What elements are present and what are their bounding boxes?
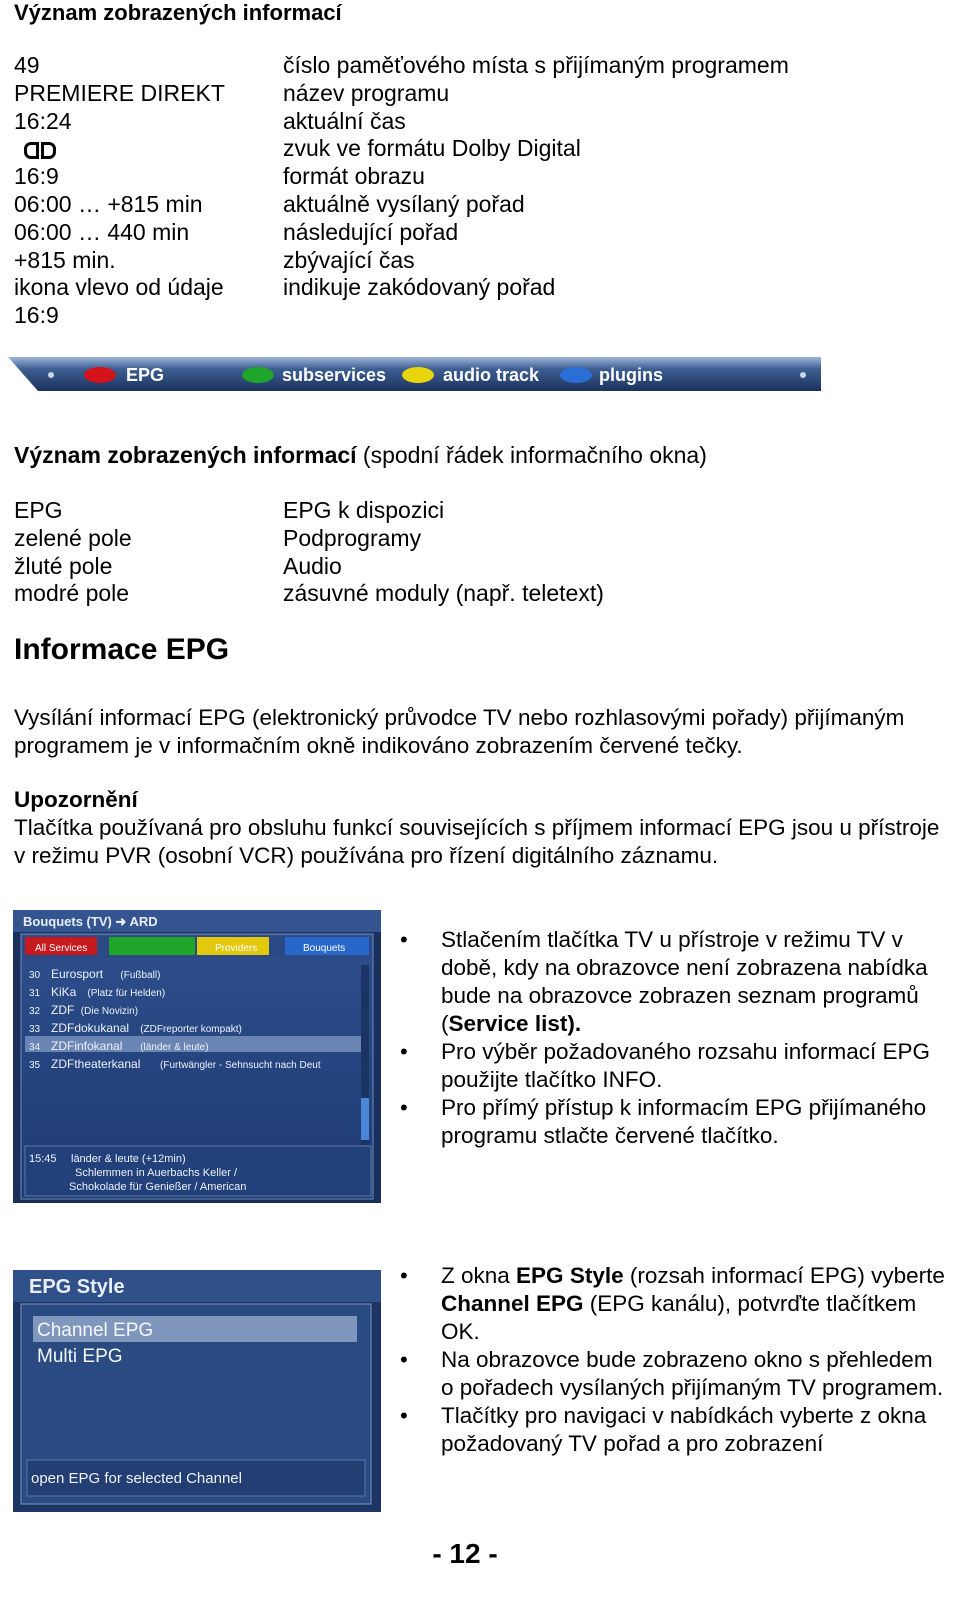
bullet-bold-text: Channel EPG	[441, 1291, 584, 1316]
svg-text:All Services: All Services	[35, 943, 88, 954]
tvbar-plugins-key-icon	[560, 367, 592, 383]
legend-table-1	[0, 52, 940, 332]
epg-style-item-multi: Multi EPG	[37, 1346, 123, 1367]
heading-meaning-bottom-line	[14, 442, 707, 469]
svg-text:Providers: Providers	[215, 943, 258, 954]
bullet-text: (EPG kanálu), potvrďte tlačítkem OK.	[441, 1291, 917, 1344]
service-list-screenshot	[13, 910, 381, 1203]
legend-table-2	[0, 497, 940, 612]
channel-number: 30	[29, 970, 41, 981]
legend-value: Audio	[283, 552, 342, 579]
legend-value: číslo paměťového místa s přijímaným programem	[283, 52, 789, 78]
bar-left-dot-icon	[48, 372, 54, 378]
bullet-text: Stlačením tlačítka TV u přístroje v režimu TV v době, kdy na obrazovce není zobrazena nabídka bude na obrazovce zobrazen seznam programů (	[441, 927, 928, 1036]
bullet-item	[400, 926, 948, 1038]
channel-name: Eurosport	[51, 967, 104, 981]
warning-title: Upozornění	[14, 787, 138, 812]
svg-text:länder & leute (+12min): länder & leute (+12min)	[71, 1153, 186, 1165]
bullet-item	[400, 1402, 948, 1458]
legend-value: formát obrazu	[283, 163, 425, 190]
channel-name: KiKa	[51, 985, 77, 999]
epg-style-item-channel: Channel EPG	[37, 1320, 154, 1341]
dolby-digital-icon	[24, 142, 56, 159]
heading-meaning-bold: Význam zobrazených informací	[14, 442, 357, 468]
channel-number: 35	[29, 1060, 41, 1071]
warning-block	[14, 786, 949, 870]
tv-info-bar	[8, 357, 821, 391]
bullet-text: Pro výběr požadovaného rozsahu informací EPG použijte tlačítko INFO.	[441, 1039, 931, 1092]
legend-key: +815 min.	[14, 246, 116, 273]
legend-key: zelené pole	[14, 524, 132, 551]
bullet-text: (rozsah informací EPG) vyberte	[623, 1263, 945, 1288]
epg-style-title: EPG Style	[29, 1276, 125, 1298]
legend-value: EPG k dispozici	[283, 497, 445, 523]
epg-style-screenshot	[13, 1270, 381, 1512]
legend-key: 06:00 … +815 min	[14, 191, 203, 217]
channel-number: 34	[29, 1042, 41, 1053]
tvbar-audio-track-key-icon	[402, 367, 434, 383]
heading-meaning: Význam zobrazených informací	[14, 0, 342, 25]
tvbar-audio-track-label: audio track	[443, 365, 540, 385]
scrollbar-thumb	[361, 1098, 369, 1140]
channel-number: 32	[29, 1006, 41, 1017]
legend-key: PREMIERE DIREKT	[14, 79, 225, 106]
tvbar-epg-key-icon	[84, 367, 116, 383]
bullet-text: Z okna	[441, 1263, 517, 1288]
bullet-text: Na obrazovce bude zobrazeno okno s přehledem o pořadech vysílaných přijímaným TV programem.	[441, 1347, 944, 1400]
legend-value: aktuálně vysílaný pořad	[283, 191, 525, 217]
legend-value: následující pořad	[283, 218, 459, 245]
legend-value: Podprogramy	[283, 524, 422, 551]
tvbar-epg-label: EPG	[126, 365, 165, 385]
heading-meaning-rest: (spodní řádek informačního okna)	[356, 442, 707, 468]
svg-text:Schokolade für Genießer / Amer: Schokolade für Genießer / American	[69, 1181, 247, 1193]
tvbar-subservices-key-icon	[242, 367, 274, 383]
page-number: - 12 -	[432, 1538, 498, 1569]
paragraph-epg-broadcast: Vysílání informací EPG (elektronický průvodce TV nebo rozhlasovými pořady) přijímaným programem je v informačním okně indikováno zobrazením červené tečky.	[14, 705, 905, 758]
channel-info: (Furtwängler - Sehnsucht nach Deut	[160, 1060, 321, 1071]
legend-value: aktuální čas	[283, 107, 406, 134]
warning-text: Tlačítka používaná pro obsluhu funkcí souvisejících s příjmem informací EPG jsou u přístroje v režimu PVR (osobní VCR) používána pro řízení digitálního záznamu.	[14, 815, 940, 868]
legend-key: 16:24	[14, 107, 72, 134]
bullet-list-1	[400, 926, 948, 1150]
bullet-item	[400, 1346, 948, 1402]
channel-name: ZDF	[51, 1003, 75, 1017]
channel-info: (länder & leute)	[140, 1042, 209, 1053]
legend-key: 16:9	[14, 163, 59, 190]
legend-key: ikona vlevo od údaje	[14, 274, 224, 301]
svg-text:Bouquets: Bouquets	[303, 943, 346, 954]
service-list-title: Bouquets (TV) ➜ ARD	[23, 914, 158, 929]
bullet-text: Tlačítky pro navigaci v nabídkách vyberte z okna požadovaný TV pořad a pro zobrazení	[441, 1403, 927, 1456]
bullet-list-2	[400, 1262, 948, 1458]
channel-name: ZDFtheaterkanal	[51, 1057, 141, 1071]
bullet-bold-text: EPG Style	[516, 1263, 624, 1288]
bullet-bold-text: Service list).	[448, 1011, 582, 1036]
heading-epg-info: Informace EPG	[14, 633, 230, 666]
legend-key: EPG	[14, 497, 63, 523]
legend-value: název programu	[283, 79, 450, 106]
tvbar-plugins-label: plugins	[599, 365, 663, 385]
channel-name: ZDFdokukanal	[51, 1021, 130, 1035]
svg-text:Schlemmen in Auerbachs Keller: Schlemmen in Auerbachs Keller /	[75, 1167, 238, 1179]
legend-value: zvuk ve formátu Dolby Digital	[283, 135, 581, 162]
svg-text:15:45: 15:45	[29, 1153, 57, 1165]
channel-name: ZDFinfokanal	[51, 1039, 123, 1053]
epg-style-footer: open EPG for selected Channel	[31, 1470, 242, 1487]
bullet-item	[400, 1094, 948, 1150]
legend-key: 16:9	[14, 302, 59, 329]
channel-info: (ZDFreporter kompakt)	[140, 1024, 242, 1035]
bullet-item	[400, 1038, 948, 1094]
legend-value: zásuvné moduly (např. teletext)	[283, 580, 604, 607]
channel-info: (Die Novizin)	[80, 1006, 139, 1017]
bullet-item	[400, 1262, 948, 1346]
bullet-text: Pro přímý přístup k informacím EPG přijímaného programu stlačte červené tlačítko.	[441, 1095, 927, 1148]
channel-info: (Fußball)	[120, 970, 161, 981]
bar-right-dot-icon	[800, 372, 806, 378]
legend-key: 49	[14, 52, 40, 78]
legend-key: modré pole	[14, 580, 130, 607]
legend-key	[14, 135, 56, 163]
channel-number: 33	[29, 1024, 41, 1035]
tvbar-subservices-label: subservices	[282, 365, 387, 385]
legend-value: indikuje zakódovaný pořad	[283, 274, 556, 301]
legend-key: 06:00 … 440 min	[14, 218, 190, 245]
tab-green	[109, 937, 195, 955]
channel-number: 31	[29, 988, 41, 999]
channel-info: (Platz für Helden)	[87, 988, 166, 999]
legend-value: zbývající čas	[283, 246, 415, 273]
legend-key: žluté pole	[14, 552, 113, 579]
